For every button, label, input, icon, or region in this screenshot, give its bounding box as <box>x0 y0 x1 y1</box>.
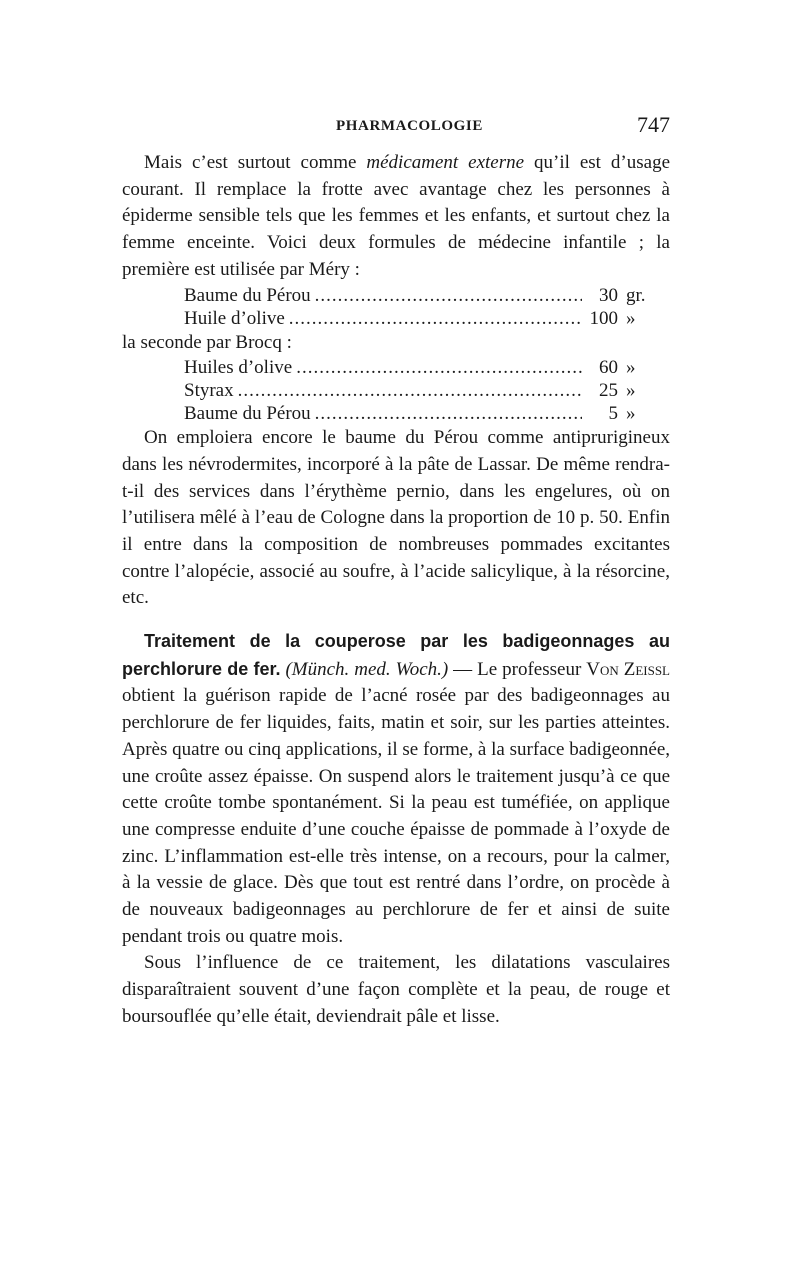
formula-row <box>122 379 670 402</box>
formula-row <box>122 284 670 307</box>
ingredient-quantity: 60 <box>599 357 618 379</box>
formula-row <box>122 356 670 379</box>
page-number: 747 <box>637 112 670 137</box>
ingredient-quantity: 5 <box>608 403 618 425</box>
source-citation: (Münch. med. Woch.) <box>285 658 449 680</box>
author-name: Von Zeissl <box>586 658 670 680</box>
formula-row <box>122 307 670 330</box>
text-block-upper <box>122 150 670 612</box>
ingredient-unit: » <box>626 403 636 425</box>
ingredient-unit: » <box>626 357 636 379</box>
leader-dots <box>238 379 582 402</box>
paragraph-text: obtient la guérison rapide de l’acné rosée par des badigeonnages au perchlorure de fer liquides, faits, matin et soir, sur les parties atteintes. Après quatre ou cinq applications, il se forme, à la surface badigeonnée, une croûte assez épaisse. On suspend alors le traitement jusqu’à ce que cette croûte tombe spontanément. Si la peau est tuméfiée, on applique une compresse enduite d’une couche épaisse de pommade à l’oxyde de zinc. L’inflammation est-elle très intense, on a recours, pour la calmer, à la vessie de glace. Dès que tout est rentré dans l’ordre, on procède à de nouveaux badigeonnages au perchlorure de fer et ainsi de suite pendant trois ou quatre mois. <box>122 685 670 947</box>
paragraph-second-formula-intro: la seconde par Brocq : <box>122 331 292 353</box>
ingredient-unit: gr. <box>626 284 646 306</box>
formula-brocq <box>122 356 670 425</box>
leader-dots <box>296 356 582 379</box>
ingredient-unit: » <box>626 380 636 402</box>
ingredient-unit: » <box>626 307 636 329</box>
paragraph-uses: On emploiera encore le baume du Pérou comme antiprurigineux dans les névrodermites, incorporé à la pâte de Lassar. De même rendra-t-il des services dans l’érythème pernio, dans les engelures, où on l’utilisera mêlé à l’eau de Cologne dans la proportion de 10 p. 50. Enfin il entre dans la composition de nombreuses pommades excitantes contre l’alopécie, associé au soufre, à l’acide salicylique, à la résorcine, etc. <box>122 427 670 609</box>
running-head <box>122 114 670 144</box>
formula-mery <box>122 284 670 330</box>
paragraph-conclusion: Sous l’influence de ce traitement, les dilatations vasculaires disparaîtraient souvent d’une façon complète et la peau, de rouge et boursouflée qu’elle était, deviendrait pâle et lisse. <box>122 952 670 1027</box>
leader-dots <box>315 284 582 307</box>
formula-row <box>122 402 670 425</box>
ingredient-name: Huile d’olive <box>184 307 285 329</box>
section-heading: Traitement de la couperose par les badigeonnages au perchlorure de fer. <box>122 631 670 679</box>
ingredient-quantity: 25 <box>599 380 618 402</box>
ingredient-name: Baume du Pérou <box>184 284 311 306</box>
running-title: PHARMACOLOGIE <box>336 118 483 134</box>
emphasis-term: médicament externe <box>366 152 525 173</box>
leader-dots <box>289 307 582 330</box>
paragraph-intro <box>122 150 670 284</box>
section-couperose <box>122 628 670 1031</box>
ingredient-name: Huiles d’olive <box>184 357 293 379</box>
ingredient-name: Baume du Pérou <box>184 403 311 425</box>
leader-dots <box>315 402 582 425</box>
section-paragraph <box>122 628 670 950</box>
ingredient-quantity: 100 <box>589 307 618 329</box>
ingredient-quantity: 30 <box>599 284 618 306</box>
paragraph-text: Mais c’est surtout comme <box>144 152 367 173</box>
paragraph-text: — Le professeur <box>448 658 587 680</box>
ingredient-name: Styrax <box>184 380 234 402</box>
paragraph-text: qu’il est d’usage courant. Il remplace la frotte avec avantage chez les personnes à épiderme sensible tels que les femmes et les enfants, et surtout chez la femme enceinte. Voici deux formules de médecine infantile ; la première est utilisée par Méry : <box>122 152 670 280</box>
